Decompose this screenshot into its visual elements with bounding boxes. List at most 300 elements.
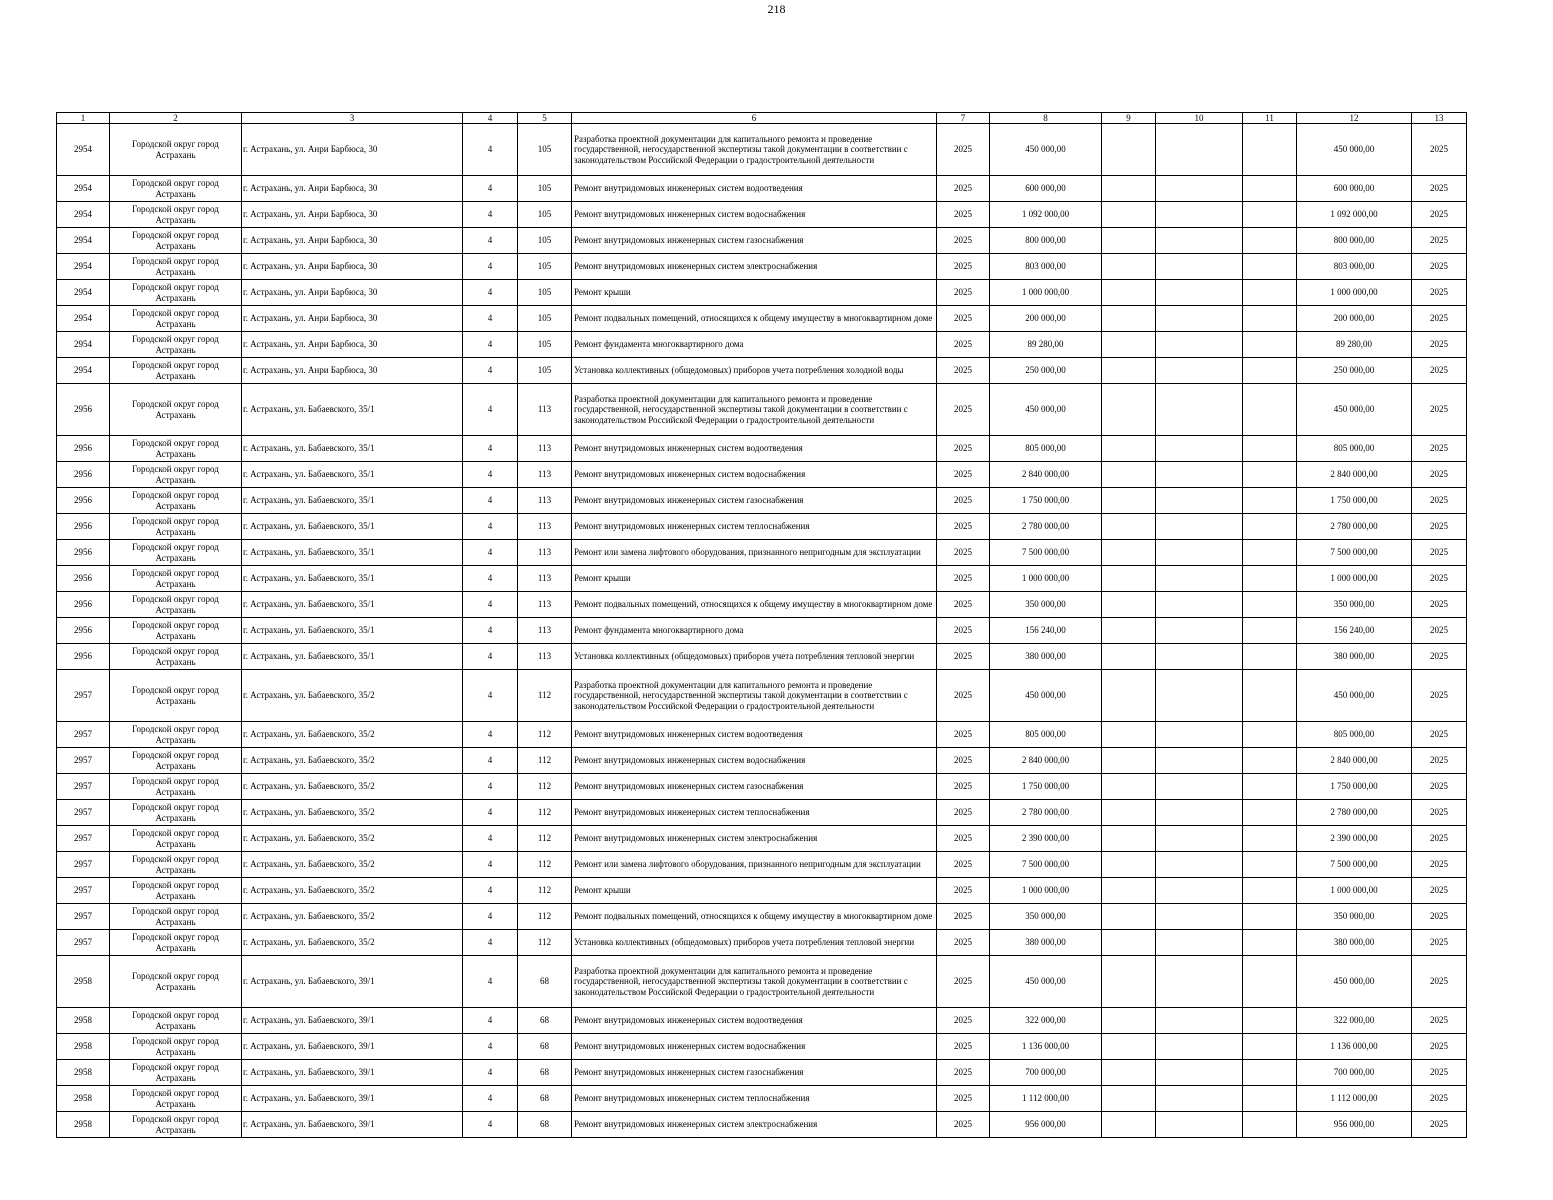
column-header: 5 — [518, 113, 572, 124]
address-cell: г. Астрахань, ул. Бабаевского, 35/1 — [242, 618, 463, 644]
column-header: 6 — [572, 113, 937, 124]
apartments-cell: 113 — [518, 514, 572, 540]
row-number-cell: 2954 — [57, 254, 110, 280]
municipality-cell: Городской округ город Астрахань — [110, 358, 242, 384]
col11-cell — [1243, 384, 1297, 436]
municipality-cell: Городской округ город Астрахань — [110, 956, 242, 1008]
floors-cell: 4 — [463, 904, 518, 930]
row-number-cell: 2956 — [57, 514, 110, 540]
address-cell: г. Астрахань, ул. Бабаевского, 39/1 — [242, 1060, 463, 1086]
col9-cell — [1102, 1008, 1156, 1034]
col10-cell — [1156, 1034, 1243, 1060]
floors-cell: 4 — [463, 514, 518, 540]
col9-cell — [1102, 1060, 1156, 1086]
floors-cell: 4 — [463, 644, 518, 670]
col11-cell — [1243, 670, 1297, 722]
address-cell: г. Астрахань, ул. Бабаевского, 35/2 — [242, 722, 463, 748]
row-number-cell: 2956 — [57, 488, 110, 514]
row-number-cell: 2956 — [57, 644, 110, 670]
table-row — [57, 852, 1467, 878]
floors-cell: 4 — [463, 462, 518, 488]
address-cell: г. Астрахань, ул. Бабаевского, 39/1 — [242, 1112, 463, 1138]
col11-cell — [1243, 202, 1297, 228]
floors-cell: 4 — [463, 1086, 518, 1112]
col9-cell — [1102, 514, 1156, 540]
completion-year-cell: 2025 — [1412, 514, 1467, 540]
total-cost-cell: 1 000 000,00 — [1297, 280, 1412, 306]
municipality-cell: Городской округ город Астрахань — [110, 800, 242, 826]
table-row — [57, 904, 1467, 930]
apartments-cell: 105 — [518, 332, 572, 358]
year-cell: 2025 — [937, 254, 990, 280]
work-type-cell: Ремонт внутридомовых инженерных систем водоотведения — [572, 436, 937, 462]
col11-cell — [1243, 306, 1297, 332]
col11-cell — [1243, 618, 1297, 644]
total-cost-cell: 800 000,00 — [1297, 228, 1412, 254]
year-cell: 2025 — [937, 878, 990, 904]
col10-cell — [1156, 800, 1243, 826]
completion-year-cell: 2025 — [1412, 1008, 1467, 1034]
col9-cell — [1102, 488, 1156, 514]
address-cell: г. Астрахань, ул. Анри Барбюса, 30 — [242, 254, 463, 280]
row-number-cell: 2956 — [57, 462, 110, 488]
apartments-cell: 113 — [518, 462, 572, 488]
col10-cell — [1156, 722, 1243, 748]
total-cost-cell: 450 000,00 — [1297, 670, 1412, 722]
year-cell: 2025 — [937, 1008, 990, 1034]
municipality-cell: Городской округ город Астрахань — [110, 514, 242, 540]
table-row — [57, 722, 1467, 748]
work-type-cell: Ремонт внутридомовых инженерных систем водоснабжения — [572, 748, 937, 774]
municipality-cell: Городской округ город Астрахань — [110, 1060, 242, 1086]
total-cost-cell: 450 000,00 — [1297, 956, 1412, 1008]
row-number-cell: 2954 — [57, 306, 110, 332]
column-header: 1 — [57, 113, 110, 124]
table-row — [57, 670, 1467, 722]
apartments-cell: 105 — [518, 358, 572, 384]
completion-year-cell: 2025 — [1412, 748, 1467, 774]
col10-cell — [1156, 540, 1243, 566]
address-cell: г. Астрахань, ул. Анри Барбюса, 30 — [242, 306, 463, 332]
table-row — [57, 566, 1467, 592]
address-cell: г. Астрахань, ул. Бабаевского, 35/2 — [242, 904, 463, 930]
work-type-cell: Ремонт подвальных помещений, относящихся к общему имуществу в многоквартирном доме — [572, 904, 937, 930]
year-cell: 2025 — [937, 904, 990, 930]
col9-cell — [1102, 436, 1156, 462]
total-cost-cell: 805 000,00 — [1297, 722, 1412, 748]
work-type-cell: Ремонт внутридомовых инженерных систем водоснабжения — [572, 1034, 937, 1060]
col11-cell — [1243, 488, 1297, 514]
address-cell: г. Астрахань, ул. Бабаевского, 35/1 — [242, 384, 463, 436]
table-row — [57, 306, 1467, 332]
year-cell: 2025 — [937, 748, 990, 774]
completion-year-cell: 2025 — [1412, 566, 1467, 592]
municipality-cell: Городской округ город Астрахань — [110, 904, 242, 930]
year-cell: 2025 — [937, 436, 990, 462]
floors-cell: 4 — [463, 566, 518, 592]
total-cost-cell: 803 000,00 — [1297, 254, 1412, 280]
total-cost-cell: 380 000,00 — [1297, 930, 1412, 956]
row-number-cell: 2957 — [57, 774, 110, 800]
year-cell: 2025 — [937, 488, 990, 514]
row-number-cell: 2956 — [57, 618, 110, 644]
col11-cell — [1243, 228, 1297, 254]
floors-cell: 4 — [463, 852, 518, 878]
row-number-cell: 2957 — [57, 930, 110, 956]
completion-year-cell: 2025 — [1412, 462, 1467, 488]
cost-cell: 1 092 000,00 — [990, 202, 1102, 228]
apartments-cell: 68 — [518, 1086, 572, 1112]
floors-cell: 4 — [463, 202, 518, 228]
completion-year-cell: 2025 — [1412, 904, 1467, 930]
total-cost-cell: 1 750 000,00 — [1297, 488, 1412, 514]
work-type-cell: Ремонт подвальных помещений, относящихся к общему имуществу в многоквартирном доме — [572, 592, 937, 618]
cost-cell: 1 750 000,00 — [990, 774, 1102, 800]
col9-cell — [1102, 176, 1156, 202]
col10-cell — [1156, 306, 1243, 332]
year-cell: 2025 — [937, 774, 990, 800]
work-type-cell: Ремонт внутридомовых инженерных систем водоснабжения — [572, 202, 937, 228]
table-row — [57, 462, 1467, 488]
municipality-cell: Городской округ город Астрахань — [110, 1086, 242, 1112]
row-number-cell: 2958 — [57, 1086, 110, 1112]
floors-cell: 4 — [463, 124, 518, 176]
municipality-cell: Городской округ город Астрахань — [110, 124, 242, 176]
col10-cell — [1156, 930, 1243, 956]
work-type-cell: Ремонт внутридомовых инженерных систем водоснабжения — [572, 462, 937, 488]
cost-cell: 600 000,00 — [990, 176, 1102, 202]
col10-cell — [1156, 618, 1243, 644]
floors-cell: 4 — [463, 436, 518, 462]
total-cost-cell: 380 000,00 — [1297, 644, 1412, 670]
floors-cell: 4 — [463, 1034, 518, 1060]
cost-cell: 450 000,00 — [990, 384, 1102, 436]
floors-cell: 4 — [463, 332, 518, 358]
apartments-cell: 105 — [518, 306, 572, 332]
address-cell: г. Астрахань, ул. Бабаевского, 39/1 — [242, 956, 463, 1008]
year-cell: 2025 — [937, 228, 990, 254]
total-cost-cell: 1 112 000,00 — [1297, 1086, 1412, 1112]
cost-cell: 450 000,00 — [990, 670, 1102, 722]
table-row — [57, 358, 1467, 384]
col9-cell — [1102, 332, 1156, 358]
completion-year-cell: 2025 — [1412, 670, 1467, 722]
floors-cell: 4 — [463, 618, 518, 644]
cost-cell: 956 000,00 — [990, 1112, 1102, 1138]
completion-year-cell: 2025 — [1412, 852, 1467, 878]
year-cell: 2025 — [937, 176, 990, 202]
address-cell: г. Астрахань, ул. Бабаевского, 35/2 — [242, 878, 463, 904]
municipality-cell: Городской округ город Астрахань — [110, 644, 242, 670]
table-row — [57, 228, 1467, 254]
col10-cell — [1156, 332, 1243, 358]
total-cost-cell: 450 000,00 — [1297, 124, 1412, 176]
table-row — [57, 1008, 1467, 1034]
address-cell: г. Астрахань, ул. Бабаевского, 35/1 — [242, 488, 463, 514]
column-header: 2 — [110, 113, 242, 124]
col9-cell — [1102, 358, 1156, 384]
municipality-cell: Городской округ город Астрахань — [110, 462, 242, 488]
cost-cell: 700 000,00 — [990, 1060, 1102, 1086]
cost-cell: 1 750 000,00 — [990, 488, 1102, 514]
year-cell: 2025 — [937, 1060, 990, 1086]
col10-cell — [1156, 748, 1243, 774]
work-type-cell: Ремонт внутридомовых инженерных систем теплоснабжения — [572, 1086, 937, 1112]
apartments-cell: 105 — [518, 280, 572, 306]
cost-cell: 2 390 000,00 — [990, 826, 1102, 852]
row-number-cell: 2958 — [57, 1060, 110, 1086]
total-cost-cell: 700 000,00 — [1297, 1060, 1412, 1086]
work-type-cell: Ремонт внутридомовых инженерных систем газоснабжения — [572, 774, 937, 800]
column-header: 10 — [1156, 113, 1243, 124]
apartments-cell: 105 — [518, 254, 572, 280]
year-cell: 2025 — [937, 514, 990, 540]
col9-cell — [1102, 306, 1156, 332]
work-type-cell: Ремонт внутридомовых инженерных систем теплоснабжения — [572, 800, 937, 826]
apartments-cell: 112 — [518, 774, 572, 800]
floors-cell: 4 — [463, 1060, 518, 1086]
completion-year-cell: 2025 — [1412, 618, 1467, 644]
col10-cell — [1156, 124, 1243, 176]
table-row — [57, 540, 1467, 566]
address-cell: г. Астрахань, ул. Анри Барбюса, 30 — [242, 358, 463, 384]
apartments-cell: 113 — [518, 488, 572, 514]
work-type-cell: Ремонт фундамента многоквартирного дома — [572, 332, 937, 358]
table-row — [57, 930, 1467, 956]
col9-cell — [1102, 462, 1156, 488]
table-row — [57, 514, 1467, 540]
year-cell: 2025 — [937, 332, 990, 358]
cost-cell: 805 000,00 — [990, 436, 1102, 462]
column-header: 12 — [1297, 113, 1412, 124]
total-cost-cell: 805 000,00 — [1297, 436, 1412, 462]
completion-year-cell: 2025 — [1412, 930, 1467, 956]
apartments-cell: 112 — [518, 878, 572, 904]
year-cell: 2025 — [937, 566, 990, 592]
work-type-cell: Ремонт крыши — [572, 566, 937, 592]
col11-cell — [1243, 280, 1297, 306]
table-row — [57, 176, 1467, 202]
address-cell: г. Астрахань, ул. Бабаевского, 39/1 — [242, 1034, 463, 1060]
table-row — [57, 748, 1467, 774]
col10-cell — [1156, 1086, 1243, 1112]
col9-cell — [1102, 384, 1156, 436]
floors-cell: 4 — [463, 488, 518, 514]
municipality-cell: Городской округ город Астрахань — [110, 878, 242, 904]
completion-year-cell: 2025 — [1412, 1086, 1467, 1112]
year-cell: 2025 — [937, 1034, 990, 1060]
table-row — [57, 254, 1467, 280]
col10-cell — [1156, 644, 1243, 670]
municipality-cell: Городской округ город Астрахань — [110, 202, 242, 228]
floors-cell: 4 — [463, 1008, 518, 1034]
completion-year-cell: 2025 — [1412, 202, 1467, 228]
address-cell: г. Астрахань, ул. Анри Барбюса, 30 — [242, 332, 463, 358]
col10-cell — [1156, 592, 1243, 618]
floors-cell: 4 — [463, 384, 518, 436]
table-row — [57, 1086, 1467, 1112]
cost-cell: 7 500 000,00 — [990, 540, 1102, 566]
municipality-cell: Городской округ город Астрахань — [110, 254, 242, 280]
column-header: 4 — [463, 113, 518, 124]
municipality-cell: Городской округ город Астрахань — [110, 774, 242, 800]
row-number-cell: 2957 — [57, 748, 110, 774]
col10-cell — [1156, 358, 1243, 384]
col10-cell — [1156, 228, 1243, 254]
year-cell: 2025 — [937, 202, 990, 228]
year-cell: 2025 — [937, 670, 990, 722]
work-type-cell: Установка коллективных (общедомовых) приборов учета потребления холодной воды — [572, 358, 937, 384]
floors-cell: 4 — [463, 878, 518, 904]
col10-cell — [1156, 384, 1243, 436]
col9-cell — [1102, 930, 1156, 956]
work-type-cell: Ремонт подвальных помещений, относящихся к общему имуществу в многоквартирном доме — [572, 306, 937, 332]
address-cell: г. Астрахань, ул. Бабаевского, 35/1 — [242, 566, 463, 592]
col11-cell — [1243, 358, 1297, 384]
row-number-cell: 2956 — [57, 566, 110, 592]
municipality-cell: Городской округ город Астрахань — [110, 566, 242, 592]
row-number-cell: 2956 — [57, 436, 110, 462]
apartments-cell: 112 — [518, 722, 572, 748]
completion-year-cell: 2025 — [1412, 826, 1467, 852]
total-cost-cell: 322 000,00 — [1297, 1008, 1412, 1034]
table-row — [57, 800, 1467, 826]
col9-cell — [1102, 618, 1156, 644]
apartments-cell: 112 — [518, 826, 572, 852]
address-cell: г. Астрахань, ул. Анри Барбюса, 30 — [242, 176, 463, 202]
address-cell: г. Астрахань, ул. Бабаевского, 39/1 — [242, 1086, 463, 1112]
floors-cell: 4 — [463, 254, 518, 280]
cost-cell: 2 840 000,00 — [990, 748, 1102, 774]
row-number-cell: 2954 — [57, 124, 110, 176]
col11-cell — [1243, 800, 1297, 826]
col11-cell — [1243, 748, 1297, 774]
col11-cell — [1243, 956, 1297, 1008]
col9-cell — [1102, 540, 1156, 566]
municipality-cell: Городской округ город Астрахань — [110, 436, 242, 462]
work-type-cell: Ремонт внутридомовых инженерных систем водоотведения — [572, 722, 937, 748]
year-cell: 2025 — [937, 930, 990, 956]
row-number-cell: 2957 — [57, 878, 110, 904]
row-number-cell: 2958 — [57, 1034, 110, 1060]
address-cell: г. Астрахань, ул. Бабаевского, 35/2 — [242, 748, 463, 774]
col9-cell — [1102, 1086, 1156, 1112]
cost-cell: 1 136 000,00 — [990, 1034, 1102, 1060]
municipality-cell: Городской округ город Астрахань — [110, 930, 242, 956]
year-cell: 2025 — [937, 1112, 990, 1138]
year-cell: 2025 — [937, 1086, 990, 1112]
col10-cell — [1156, 280, 1243, 306]
address-cell: г. Астрахань, ул. Бабаевского, 35/2 — [242, 930, 463, 956]
completion-year-cell: 2025 — [1412, 592, 1467, 618]
cost-cell: 250 000,00 — [990, 358, 1102, 384]
col11-cell — [1243, 566, 1297, 592]
col9-cell — [1102, 228, 1156, 254]
row-number-cell: 2957 — [57, 722, 110, 748]
col10-cell — [1156, 514, 1243, 540]
completion-year-cell: 2025 — [1412, 1060, 1467, 1086]
col10-cell — [1156, 774, 1243, 800]
col9-cell — [1102, 904, 1156, 930]
col11-cell — [1243, 436, 1297, 462]
work-type-cell: Ремонт внутридомовых инженерных систем водоотведения — [572, 1008, 937, 1034]
completion-year-cell: 2025 — [1412, 644, 1467, 670]
cost-cell: 350 000,00 — [990, 592, 1102, 618]
cost-cell: 1 000 000,00 — [990, 878, 1102, 904]
col11-cell — [1243, 722, 1297, 748]
col9-cell — [1102, 280, 1156, 306]
col9-cell — [1102, 1034, 1156, 1060]
address-cell: г. Астрахань, ул. Бабаевского, 35/1 — [242, 540, 463, 566]
col11-cell — [1243, 852, 1297, 878]
table-row — [57, 1112, 1467, 1138]
apartments-cell: 113 — [518, 644, 572, 670]
row-number-cell: 2957 — [57, 826, 110, 852]
address-cell: г. Астрахань, ул. Анри Барбюса, 30 — [242, 228, 463, 254]
floors-cell: 4 — [463, 228, 518, 254]
apartments-cell: 112 — [518, 748, 572, 774]
completion-year-cell: 2025 — [1412, 436, 1467, 462]
municipality-cell: Городской округ город Астрахань — [110, 384, 242, 436]
year-cell: 2025 — [937, 852, 990, 878]
cost-cell: 89 280,00 — [990, 332, 1102, 358]
row-number-cell: 2958 — [57, 1008, 110, 1034]
total-cost-cell: 7 500 000,00 — [1297, 852, 1412, 878]
work-type-cell: Установка коллективных (общедомовых) приборов учета потребления тепловой энергии — [572, 930, 937, 956]
year-cell: 2025 — [937, 462, 990, 488]
municipality-cell: Городской округ город Астрахань — [110, 1034, 242, 1060]
year-cell: 2025 — [937, 592, 990, 618]
col11-cell — [1243, 124, 1297, 176]
col10-cell — [1156, 1008, 1243, 1034]
year-cell: 2025 — [937, 384, 990, 436]
year-cell: 2025 — [937, 826, 990, 852]
table-row — [57, 384, 1467, 436]
total-cost-cell: 1 000 000,00 — [1297, 566, 1412, 592]
work-type-cell: Ремонт внутридомовых инженерных систем электроснабжения — [572, 826, 937, 852]
col9-cell — [1102, 202, 1156, 228]
apartments-cell: 113 — [518, 592, 572, 618]
completion-year-cell: 2025 — [1412, 176, 1467, 202]
col11-cell — [1243, 1034, 1297, 1060]
cost-cell: 350 000,00 — [990, 904, 1102, 930]
completion-year-cell: 2025 — [1412, 878, 1467, 904]
municipality-cell: Городской округ город Астрахань — [110, 748, 242, 774]
cost-cell: 2 780 000,00 — [990, 514, 1102, 540]
floors-cell: 4 — [463, 358, 518, 384]
apartments-cell: 113 — [518, 384, 572, 436]
completion-year-cell: 2025 — [1412, 332, 1467, 358]
work-type-cell: Разработка проектной документации для капитального ремонта и проведение государственной, негосударственной экспертизы такой документации в соответствии с законодательством Российской Федерации о градостроительной деятельности — [572, 124, 937, 176]
col11-cell — [1243, 1060, 1297, 1086]
apartments-cell: 68 — [518, 956, 572, 1008]
address-cell: г. Астрахань, ул. Бабаевского, 35/1 — [242, 436, 463, 462]
total-cost-cell: 156 240,00 — [1297, 618, 1412, 644]
cost-cell: 450 000,00 — [990, 124, 1102, 176]
apartments-cell: 68 — [518, 1034, 572, 1060]
col11-cell — [1243, 176, 1297, 202]
col10-cell — [1156, 956, 1243, 1008]
municipality-cell: Городской округ город Астрахань — [110, 618, 242, 644]
completion-year-cell: 2025 — [1412, 124, 1467, 176]
cost-cell: 805 000,00 — [990, 722, 1102, 748]
cost-cell: 1 112 000,00 — [990, 1086, 1102, 1112]
address-cell: г. Астрахань, ул. Бабаевского, 35/2 — [242, 800, 463, 826]
apartments-cell: 112 — [518, 670, 572, 722]
table-row — [57, 1060, 1467, 1086]
completion-year-cell: 2025 — [1412, 800, 1467, 826]
table-row — [57, 332, 1467, 358]
